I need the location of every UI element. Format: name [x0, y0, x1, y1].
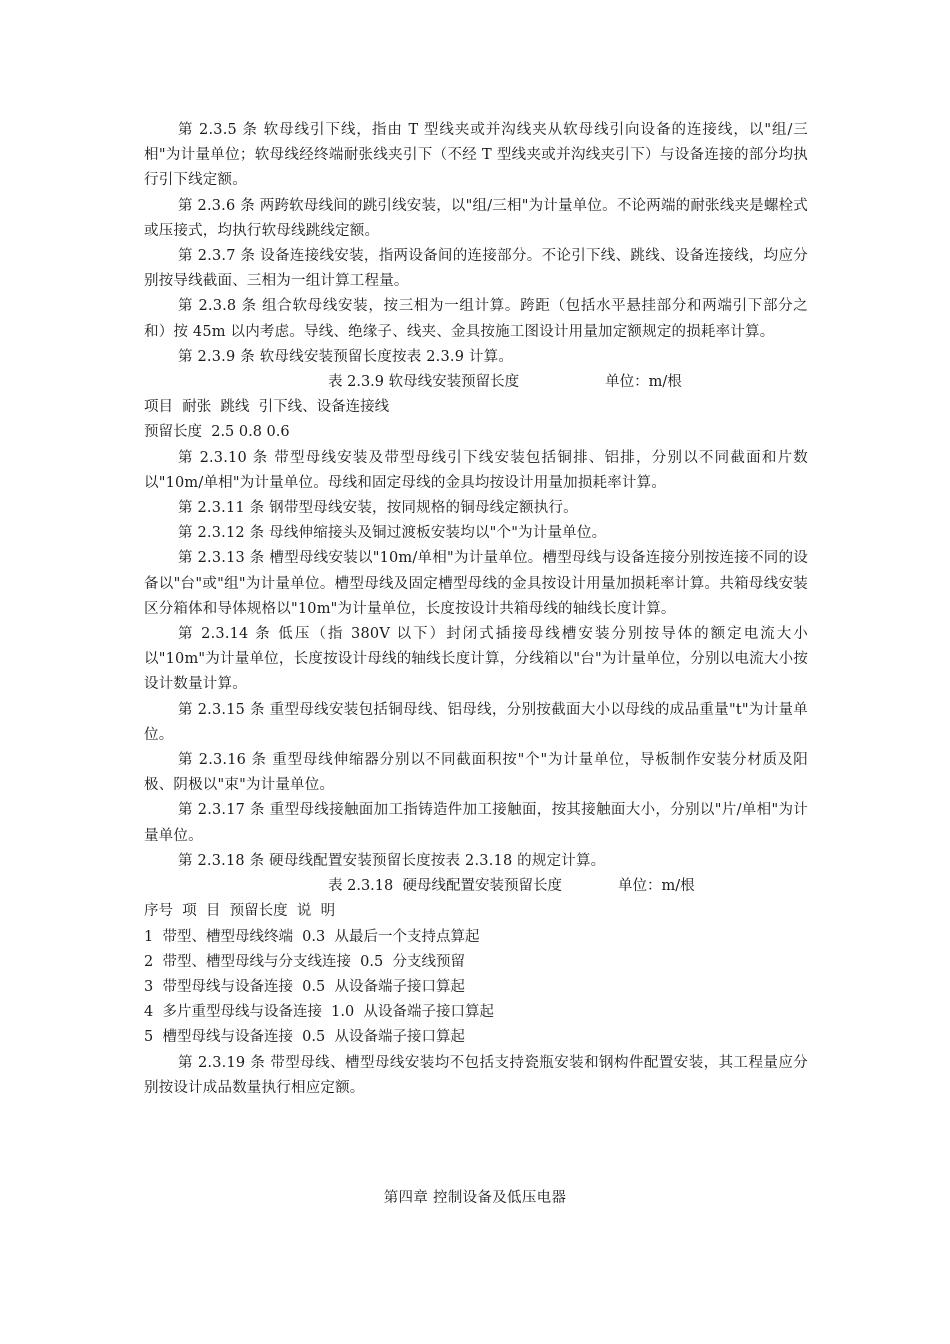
table-2-3-18-row: 4 多片重型母线与设备连接 1.0 从设备端子接口算起: [144, 1004, 494, 1021]
table-2-3-9-unit: 单位：m/根: [605, 374, 682, 391]
clause-2-3-5: 第 2.3.5 条 软母线引下线，指由 T 型线夹或并沟线夹从软母线引向设备的连接线，以"组/三相"为计量单位；软母线经终端耐张线夹引下（不经 T 型线夹或并沟线夹引下）与设备连接的部分均执行引下线定额。: [144, 122, 808, 189]
table-2-3-18-row: 2 带型、槽型母线与分支线连接 0.5 分支线预留: [144, 953, 465, 970]
clause-2-3-14: 第 2.3.14 条 低压（指 380V 以下）封闭式插接母线槽安装分别按导体的额定电流大小以"10m"为计量单位，长度按设计母线的轴线长度计算，分线箱以"台"为计量单位，分别以电流大小按设计数量计算。: [144, 626, 808, 693]
clause-2-3-10: 第 2.3.10 条 带型母线安装及带型母线引下线安装包括铜排、铝排，分别以不同截面和片数以"10m/单相"为计量单位。母线和固定母线的金具均按设计用量加损耗率计算。: [144, 449, 808, 491]
table-2-3-9-value-row: 预留长度 2.5 0.8 0.6: [144, 424, 290, 441]
clause-2-3-6: 第 2.3.6 条 两跨软母线间的跳引线安装，以"组/三相"为计量单位。不论两端的耐张线夹是螺栓式或压接式，均执行软母线跳线定额。: [144, 197, 808, 239]
clause-2-3-15: 第 2.3.15 条 重型母线安装包括铜母线、铝母线，分别按截面大小以母线的成品重量"t"为计量单位。: [144, 701, 808, 743]
table-2-3-18-row: 1 带型、槽型母线终端 0.3 从最后一个支持点算起: [144, 928, 480, 945]
table-2-3-9-title: 表 2.3.9 软母线安装预留长度: [328, 374, 520, 391]
clause-2-3-18: 第 2.3.18 条 硬母线配置安装预留长度按表 2.3.18 的规定计算。: [178, 852, 606, 869]
clause-2-3-11: 第 2.3.11 条 钢带型母线安装，按同规格的铜母线定额执行。: [178, 500, 578, 517]
clause-2-3-17: 第 2.3.17 条 重型母线接触面加工指铸造件加工接触面，按其接触面大小，分别以"片/单相"为计量单位。: [144, 802, 808, 844]
table-2-3-18-caption: [144, 874, 808, 899]
clause-2-3-16: 第 2.3.16 条 重型母线伸缩器分别以不同截面积按"个"为计量单位，导板制作安装分材质及阳极、阴极以"束"为计量单位。: [144, 752, 808, 794]
document-body: [144, 118, 808, 1101]
table-2-3-18-row: 3 带型母线与设备连接 0.5 从设备端子接口算起: [144, 978, 465, 995]
chapter-heading: 第四章 控制设备及低压电器: [383, 1190, 567, 1206]
table-2-3-18-unit: 单位：m/根: [617, 878, 695, 895]
clause-2-3-7: 第 2.3.7 条 设备连接线安装，指两设备间的连接部分。不论引下线、跳线、设备连接线，均应分别按导线截面、三相为一组计算工程量。: [144, 248, 808, 290]
clause-2-3-9: 第 2.3.9 条 软母线安装预留长度按表 2.3.9 计算。: [178, 348, 514, 365]
table-2-3-18-title: 表 2.3.18 硬母线配置安装预留长度: [328, 878, 562, 895]
table-2-3-9-header-row: 项目 耐张 跳线 引下线、设备连接线: [144, 399, 390, 416]
table-2-3-9-caption: [144, 370, 808, 395]
clause-2-3-8: 第 2.3.8 条 组合软母线安装，按三相为一组计算。跨距（包括水平悬挂部分和两端引下部分之和）按 45m 以内考虑。导线、绝缘子、线夹、金具按施工图设计用量加定额规定的损耗率计算。: [144, 298, 808, 340]
clause-2-3-19: 第 2.3.19 条 带型母线、槽型母线安装均不包括支持瓷瓶安装和钢构件配置安装，其工程量应分别按设计成品数量执行相应定额。: [144, 1054, 808, 1096]
table-2-3-18-header-row: 序号 项 目 预留长度 说 明: [144, 903, 336, 920]
clause-2-3-13: 第 2.3.13 条 槽型母线安装以"10m/单相"为计量单位。槽型母线与设备连接分别按连接不同的设备以"台"或"组"为计量单位。槽型母线及固定槽型母线的金具按设计用量加损耗率计算。共箱母线安装区分箱体和导体规格以"10m"为计量单位，长度按设计共箱母线的轴线长度计算。: [144, 550, 808, 617]
clause-2-3-12: 第 2.3.12 条 母线伸缩接头及铜过渡板安装均以"个"为计量单位。: [178, 525, 607, 542]
table-2-3-18-row: 5 槽型母线与设备连接 0.5 从设备端子接口算起: [144, 1029, 465, 1046]
